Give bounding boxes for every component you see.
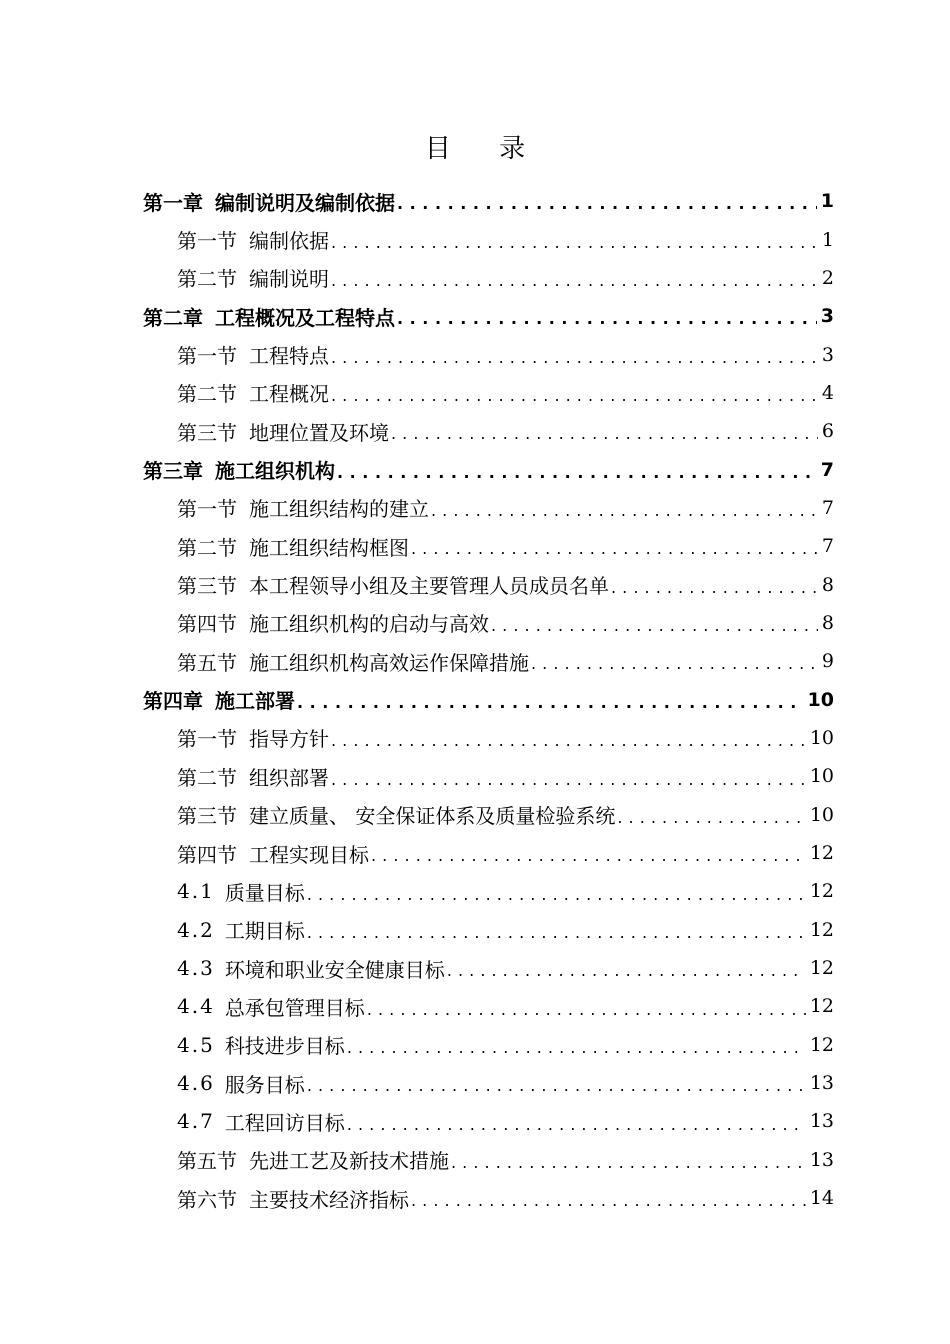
toc-entry-title: 指导方针 bbox=[249, 727, 329, 752]
toc-entry-title: 地理位置及环境 bbox=[249, 420, 389, 445]
toc-entry-section[interactable] bbox=[0, 1179, 950, 1217]
toc-entry-number: 第一节 bbox=[177, 344, 237, 369]
toc-entry-title: 施工组织机构的启动与高效 bbox=[249, 612, 489, 637]
toc-dot-leader bbox=[331, 353, 818, 374]
toc-dot-leader bbox=[391, 429, 818, 450]
toc-entry-section[interactable] bbox=[0, 527, 950, 565]
toc-entry-section[interactable] bbox=[0, 335, 950, 373]
toc-page-number: 10 bbox=[809, 803, 834, 826]
toc-dot-leader bbox=[331, 276, 818, 297]
toc-page-number: 10 bbox=[809, 765, 834, 788]
toc-title bbox=[0, 128, 950, 170]
toc-entry-chapter[interactable] bbox=[0, 182, 950, 220]
toc-entry-number: 4.4 bbox=[177, 994, 215, 1019]
toc-page-number: 12 bbox=[809, 918, 834, 941]
toc-entry-title: 编制说明及编制依据 bbox=[215, 190, 395, 215]
toc-page-number: 12 bbox=[809, 880, 834, 903]
toc-dot-leader bbox=[331, 736, 806, 757]
toc-entry-number: 4.7 bbox=[177, 1109, 215, 1134]
toc-entry-section[interactable] bbox=[0, 412, 950, 450]
toc-dot-leader bbox=[307, 1081, 806, 1102]
toc-dot-leader bbox=[397, 199, 817, 220]
toc-list bbox=[0, 182, 950, 1217]
toc-entry-title: 工期目标 bbox=[224, 919, 305, 944]
toc-dot-leader bbox=[531, 659, 818, 680]
toc-dot-leader bbox=[367, 1005, 806, 1026]
toc-entry-number: 4.1 bbox=[177, 879, 215, 904]
toc-entry-title: 科技进步目标 bbox=[224, 1034, 345, 1059]
toc-entry-number: 4.6 bbox=[177, 1071, 215, 1096]
toc-entry-section[interactable] bbox=[0, 796, 950, 834]
toc-page-number: 13 bbox=[809, 1148, 834, 1171]
toc-entry-number: 第二节 bbox=[177, 535, 237, 560]
toc-page-number: 10 bbox=[809, 726, 834, 749]
toc-entry-sub[interactable] bbox=[0, 911, 950, 949]
toc-entry-title: 建立质量、 安全保证体系及质量检验系统 bbox=[249, 804, 616, 829]
toc-entry-title: 工程概况及工程特点 bbox=[215, 305, 395, 330]
toc-page-number: 1 bbox=[821, 228, 834, 251]
toc-dot-leader bbox=[431, 506, 818, 527]
toc-page-number: 4 bbox=[821, 381, 834, 404]
toc-page-number: 12 bbox=[809, 1033, 834, 1056]
toc-entry-number: 第四节 bbox=[177, 612, 237, 637]
toc-entry-chapter[interactable] bbox=[0, 297, 950, 335]
toc-entry-section[interactable] bbox=[0, 834, 950, 872]
toc-entry-number: 第一章 bbox=[143, 190, 203, 215]
toc-entry-section[interactable] bbox=[0, 259, 950, 297]
toc-page-number: 1 bbox=[820, 190, 834, 213]
toc-page-number: 12 bbox=[809, 957, 834, 980]
toc-entry-title: 组织部署 bbox=[249, 765, 329, 790]
toc-entry-number: 第四章 bbox=[143, 689, 203, 714]
toc-page-number: 8 bbox=[821, 573, 834, 596]
toc-entry-number: 第四节 bbox=[177, 842, 237, 867]
toc-entry-number: 第三节 bbox=[177, 420, 237, 445]
toc-entry-title: 本工程领导小组及主要管理人员成员名单 bbox=[249, 574, 609, 599]
toc-entry-number: 第五节 bbox=[177, 1149, 237, 1174]
toc-entry-title: 工程特点 bbox=[249, 344, 329, 369]
toc-entry-number: 第六节 bbox=[177, 1187, 237, 1212]
toc-entry-title: 施工组织结构框图 bbox=[249, 535, 409, 560]
toc-dot-leader bbox=[307, 890, 806, 911]
toc-page-number: 7 bbox=[821, 496, 834, 519]
toc-entry-sub[interactable] bbox=[0, 987, 950, 1025]
toc-entry-chapter[interactable] bbox=[0, 680, 950, 718]
toc-entry-number: 4.3 bbox=[177, 956, 215, 981]
toc-entry-number: 第二节 bbox=[177, 765, 237, 790]
toc-dot-leader bbox=[331, 391, 818, 412]
toc-page-number: 6 bbox=[821, 420, 834, 443]
toc-entry-number: 第三节 bbox=[177, 574, 237, 599]
toc-entry-section[interactable] bbox=[0, 604, 950, 642]
toc-dot-leader bbox=[411, 544, 818, 565]
toc-dot-leader bbox=[617, 813, 805, 834]
toc-entry-sub[interactable] bbox=[0, 1026, 950, 1064]
toc-entry-sub[interactable] bbox=[0, 949, 950, 987]
toc-page-number: 12 bbox=[809, 842, 834, 865]
toc-entry-title: 总承包管理目标 bbox=[224, 995, 365, 1020]
toc-dot-leader bbox=[611, 583, 818, 604]
toc-entry-section[interactable] bbox=[0, 642, 950, 680]
toc-entry-section[interactable] bbox=[0, 220, 950, 258]
toc-entry-title: 先进工艺及新技术措施 bbox=[249, 1149, 449, 1174]
toc-entry-section[interactable] bbox=[0, 565, 950, 603]
toc-entry-title: 工程概况 bbox=[249, 382, 329, 407]
toc-dot-leader bbox=[331, 775, 806, 796]
toc-entry-title: 环境和职业安全健康目标 bbox=[224, 957, 445, 982]
toc-title-char-2: 录 bbox=[499, 134, 526, 164]
toc-page-number: 7 bbox=[820, 458, 834, 481]
toc-dot-leader bbox=[331, 238, 818, 259]
toc-entry-title: 施工组织结构的建立 bbox=[249, 497, 429, 522]
toc-page-number: 3 bbox=[821, 343, 834, 366]
toc-entry-section[interactable] bbox=[0, 1141, 950, 1179]
toc-entry-title: 工程实现目标 bbox=[249, 842, 369, 867]
toc-entry-number: 第二章 bbox=[143, 305, 203, 330]
toc-page-number: 13 bbox=[809, 1110, 834, 1133]
toc-entry-section[interactable] bbox=[0, 489, 950, 527]
toc-entry-title: 施工组织机构高效运作保障措施 bbox=[249, 650, 529, 675]
toc-entry-title: 施工组织机构 bbox=[215, 459, 335, 484]
toc-page-number: 7 bbox=[821, 535, 834, 558]
toc-page-number: 8 bbox=[821, 611, 834, 634]
toc-entry-number: 4.5 bbox=[177, 1032, 215, 1057]
toc-entry-section[interactable] bbox=[0, 374, 950, 412]
toc-dot-leader bbox=[397, 314, 817, 335]
toc-entry-title: 服务目标 bbox=[224, 1072, 305, 1097]
toc-dot-leader bbox=[411, 1196, 806, 1217]
toc-dot-leader bbox=[347, 1043, 806, 1064]
toc-entry-title: 质量目标 bbox=[224, 880, 305, 905]
toc-entry-title: 编制依据 bbox=[249, 229, 329, 254]
toc-entry-sub[interactable] bbox=[0, 1064, 950, 1102]
toc-dot-leader bbox=[491, 621, 818, 642]
toc-dot-leader bbox=[307, 928, 806, 949]
toc-dot-leader bbox=[447, 966, 806, 987]
toc-entry-title: 施工部署 bbox=[215, 689, 295, 714]
toc-title-char-1: 目 bbox=[424, 134, 451, 164]
toc-entry-title: 编制说明 bbox=[249, 267, 329, 292]
toc-entry-number: 4.2 bbox=[177, 917, 215, 942]
toc-entry-number: 第一节 bbox=[177, 229, 237, 254]
toc-entry-title: 主要技术经济指标 bbox=[249, 1187, 409, 1212]
toc-page-number: 13 bbox=[809, 1072, 834, 1095]
toc-entry-number: 第三章 bbox=[143, 459, 203, 484]
toc-entry-section[interactable] bbox=[0, 719, 950, 757]
toc-page-number: 10 bbox=[807, 688, 834, 711]
toc-page-number: 3 bbox=[820, 305, 834, 328]
toc-dot-leader bbox=[337, 468, 817, 489]
toc-entry-number: 第三节 bbox=[177, 804, 237, 829]
toc-entry-chapter[interactable] bbox=[0, 450, 950, 488]
toc-entry-number: 第五节 bbox=[177, 650, 237, 675]
toc-page-number: 14 bbox=[809, 1187, 834, 1210]
toc-entry-number: 第一节 bbox=[177, 497, 237, 522]
toc-entry-sub[interactable] bbox=[0, 1102, 950, 1140]
toc-entry-number: 第二节 bbox=[177, 382, 237, 407]
toc-page-number: 9 bbox=[821, 650, 834, 673]
toc-dot-leader bbox=[347, 1120, 806, 1141]
toc-dot-leader bbox=[297, 698, 804, 719]
toc-entry-sub[interactable] bbox=[0, 872, 950, 910]
toc-page-number: 2 bbox=[821, 266, 834, 289]
toc-dot-leader bbox=[451, 1158, 806, 1179]
toc-page-number: 12 bbox=[809, 995, 834, 1018]
toc-entry-number: 第一节 bbox=[177, 727, 237, 752]
toc-entry-number: 第二节 bbox=[177, 267, 237, 292]
toc-dot-leader bbox=[371, 851, 806, 872]
toc-entry-title: 工程回访目标 bbox=[224, 1110, 345, 1135]
toc-entry-section[interactable] bbox=[0, 757, 950, 795]
